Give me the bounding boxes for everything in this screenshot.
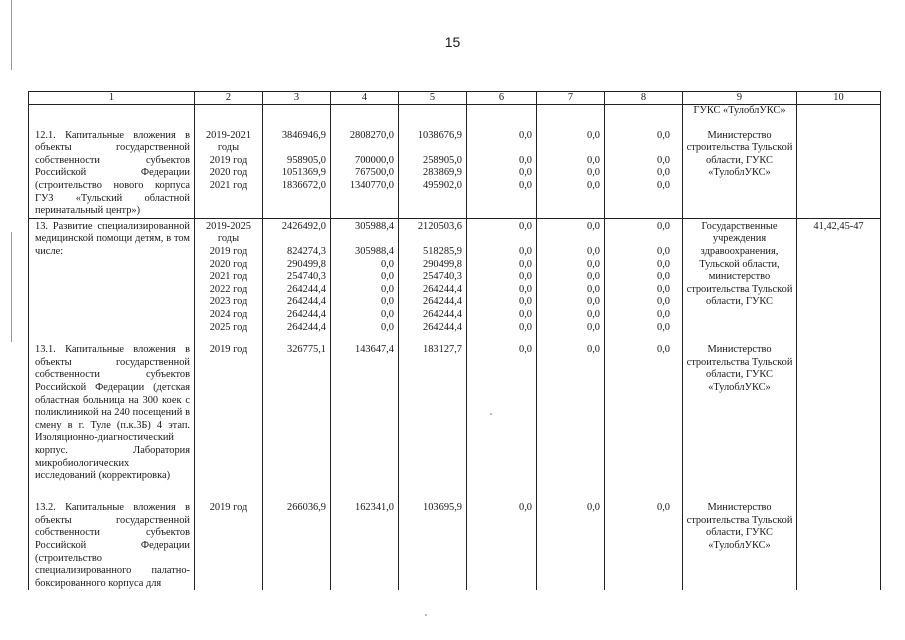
value-cell: 0,0 (657, 179, 670, 191)
value-cell: 1340770,0 (349, 179, 394, 191)
value-cell: 0,0 (381, 258, 394, 270)
value-cell: 254740,3 (423, 271, 462, 283)
column-header-row (29, 92, 881, 105)
year-cell: 2025 год (209, 321, 248, 333)
executor-cell: Государственные учреждения здравоохранения, Тульской области, министерство строительства Тульской области, ГУКС (686, 220, 793, 308)
value-cell: 3846946,9 (281, 129, 326, 141)
value-cell: 0,0 (657, 258, 670, 270)
value-cell: 0,0 (381, 308, 394, 320)
value-cell: 0,0 (657, 220, 670, 232)
value-cell: 0,0 (657, 283, 670, 295)
value-cell: 0,0 (587, 271, 600, 283)
year-cell: 2021 год (209, 179, 248, 191)
year-cell: 2020 год (209, 258, 248, 270)
value-cell: 2426492,0 (281, 220, 326, 232)
value-cell: 264244,4 (287, 308, 326, 320)
scan-speck (425, 614, 427, 616)
value-cell: 0,0 (587, 344, 600, 356)
value-cell: 0,0 (587, 179, 600, 191)
value-cell: 0,0 (519, 179, 532, 191)
value-cell: 283869,9 (423, 167, 462, 179)
value-cell: 162341,0 (355, 502, 394, 514)
value-cell: 0,0 (519, 271, 532, 283)
value-cell: 143647,4 (355, 344, 394, 356)
value-cell: 0,0 (657, 321, 670, 333)
value-cell: 0,0 (519, 129, 532, 141)
year-cell: 2019 год (209, 344, 248, 356)
measure-description: 13. Развитие специализированной медицинской помощи детям, в том числе: (35, 220, 190, 257)
value-cell: 0,0 (587, 258, 600, 270)
value-cell: 264244,4 (423, 321, 462, 333)
value-cell: 0,0 (587, 220, 600, 232)
executor-cell: Министерство строительства Тульской области, ГУКС «ТулоблУКС» (686, 129, 793, 179)
value-cell: 290499,8 (287, 258, 326, 270)
year-cell: 2020 год (209, 167, 248, 179)
value-cell: 0,0 (519, 502, 532, 514)
value-cell: 264244,4 (287, 283, 326, 295)
value-cell: 0,0 (587, 296, 600, 308)
measure-description: 13.2. Капитальные вложения в объекты государственной собственности субъектов Российской Федерации (строительство специализированного палатно-боксированного корпуса для (35, 502, 190, 589)
value-cell: 1836672,0 (281, 179, 326, 191)
value-cell: 305988,4 (355, 220, 394, 232)
year-cell: 2023 год (209, 296, 248, 308)
table-row (29, 498, 881, 590)
value-cell: 0,0 (519, 296, 532, 308)
column-header: 1 (29, 92, 195, 105)
value-cell: 0,0 (519, 308, 532, 320)
year-cell: 2024 год (209, 308, 248, 320)
value-cell: 0,0 (587, 283, 600, 295)
table-row-carry-over (29, 105, 881, 118)
value-cell: 0,0 (587, 167, 600, 179)
margin-line (11, 232, 12, 342)
table-row (29, 118, 881, 219)
value-cell: 0,0 (587, 154, 600, 166)
value-cell: 495902,0 (423, 179, 462, 191)
value-cell: 0,0 (657, 245, 670, 257)
value-cell: 2808270,0 (349, 129, 394, 141)
table-row (29, 218, 881, 340)
executor-cell: Министерство строительства Тульской области, ГУКС «ТулоблУКС» (686, 344, 793, 394)
value-cell: 0,0 (381, 271, 394, 283)
executor-cell: Министерство строительства Тульской области, ГУКС «ТулоблУКС» (686, 502, 793, 552)
value-cell: 1038676,9 (417, 129, 462, 141)
value-cell: 0,0 (587, 502, 600, 514)
value-cell: 103695,9 (423, 502, 462, 514)
value-cell: 264244,4 (287, 296, 326, 308)
margin-line (11, 0, 12, 70)
value-cell: 0,0 (519, 245, 532, 257)
table-row (29, 340, 881, 498)
column-header: 4 (331, 92, 399, 105)
column-header: 5 (399, 92, 467, 105)
value-cell: 0,0 (519, 154, 532, 166)
column-header: 7 (537, 92, 605, 105)
year-cell: 2019-2025 годы (205, 220, 252, 245)
value-cell: 264244,4 (287, 321, 326, 333)
value-cell: 767500,0 (355, 167, 394, 179)
measure-description: 12.1. Капитальные вложения в объекты государственной собственности субъектов Российской Федерации (строительство нового корпуса ГУЗ «Тульский областной перинатальный центр») (35, 129, 190, 217)
value-cell: 0,0 (657, 167, 670, 179)
value-cell: 0,0 (519, 344, 532, 356)
program-table (28, 91, 881, 590)
value-cell: 183127,7 (423, 344, 462, 356)
value-cell: 1051369,9 (281, 167, 326, 179)
value-cell: 264244,4 (423, 283, 462, 295)
column-header: 10 (797, 92, 881, 105)
value-cell: 0,0 (519, 321, 532, 333)
page-number: 15 (444, 34, 461, 50)
value-cell: 824274,3 (287, 245, 326, 257)
value-cell: 0,0 (657, 271, 670, 283)
value-cell: 305988,4 (355, 245, 394, 257)
value-cell: 254740,3 (287, 271, 326, 283)
value-cell: 290499,8 (423, 258, 462, 270)
value-cell: 0,0 (587, 129, 600, 141)
value-cell: 0,0 (381, 296, 394, 308)
value-cell: 0,0 (657, 502, 670, 514)
executor-cell: ГУКС «ТулоблУКС» (683, 105, 797, 118)
value-cell: 2120503,6 (417, 220, 462, 232)
year-cell: 2019 год (209, 245, 248, 257)
year-cell: 2019 год (209, 154, 248, 166)
year-cell: 2022 год (209, 283, 248, 295)
column-header: 8 (605, 92, 683, 105)
value-cell: 0,0 (657, 154, 670, 166)
value-cell: 264244,4 (423, 308, 462, 320)
value-cell: 0,0 (519, 220, 532, 232)
value-cell: 700000,0 (355, 154, 394, 166)
value-cell: 958905,0 (287, 154, 326, 166)
value-cell: 0,0 (587, 308, 600, 320)
column-header: 3 (263, 92, 331, 105)
value-cell: 0,0 (519, 167, 532, 179)
value-cell: 0,0 (381, 283, 394, 295)
measure-description: 13.1. Капитальные вложения в объекты государственной собственности субъектов Российской Федерации (детская областная больница на 300 коек с поликлиникой на 240 посещений в смену в г. Туле (п.к.3Б) 4 этап. Изоляционно-диагностический корпус. Лаборатория микробиологических исследований (корректировка) (35, 344, 190, 482)
value-cell: 258905,0 (423, 154, 462, 166)
value-cell: 266036,9 (287, 502, 326, 514)
year-cell: 2021 год (209, 271, 248, 283)
column-header: 6 (467, 92, 537, 105)
value-cell: 0,0 (657, 296, 670, 308)
value-cell: 0,0 (587, 321, 600, 333)
value-cell: 0,0 (587, 245, 600, 257)
value-cell: 264244,4 (423, 296, 462, 308)
column-header: 2 (195, 92, 263, 105)
value-cell: 518285,9 (423, 245, 462, 257)
value-cell: 0,0 (381, 321, 394, 333)
value-cell: 0,0 (519, 283, 532, 295)
value-cell: 0,0 (657, 308, 670, 320)
value-cell: 0,0 (519, 258, 532, 270)
year-cell: 2019 год (209, 502, 248, 514)
indicators-cell: 41,42,45-47 (813, 220, 864, 232)
value-cell: 0,0 (657, 344, 670, 356)
column-header: 9 (683, 92, 797, 105)
year-cell: 2019-2021 годы (205, 129, 252, 154)
value-cell: 0,0 (657, 129, 670, 141)
value-cell: 326775,1 (287, 344, 326, 356)
